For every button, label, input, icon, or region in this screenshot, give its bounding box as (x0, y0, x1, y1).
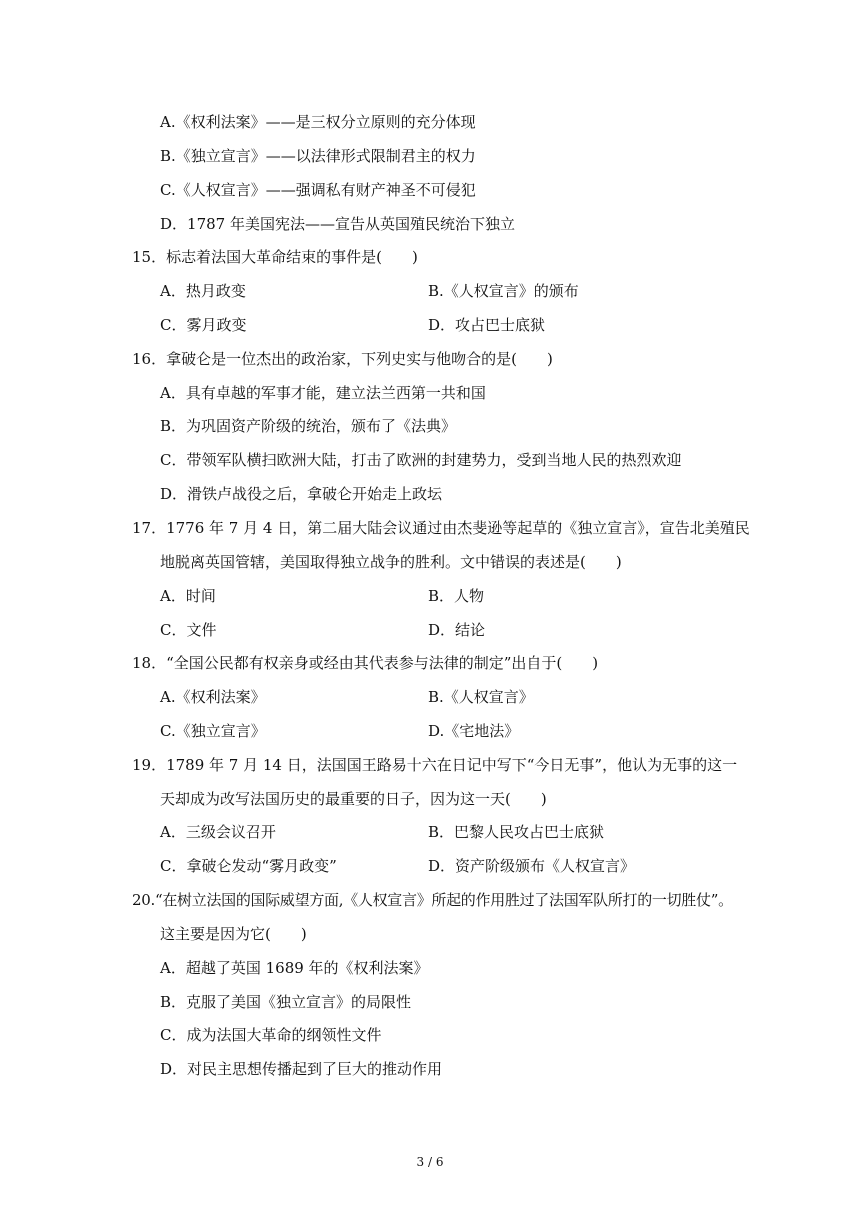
q17-option-b: B．人物 (428, 587, 485, 605)
q20-option-b: B．克服了美国《独立宣言》的局限性 (160, 993, 412, 1011)
q16-option-b: B．为巩固资产阶级的统治，颁布了《法典》 (160, 417, 457, 435)
q17-stem-line2: 地脱离英国管辖，美国取得独立战争的胜利。文中错误的表述是( ) (160, 553, 622, 571)
q17-stem-line1: 17．1776 年 7 月 4 日，第二届大陆会议通过由杰斐逊等起草的《独立宣言》，宣告北美殖民 (132, 519, 750, 537)
q19-stem-line1: 19．1789 年 7 月 14 日，法国国王路易十六在日记中写下“今日无事”，他认为无事的这一 (132, 756, 738, 774)
q16-stem: 16．拿破仑是一位杰出的政治家，下列史实与他吻合的是( ) (132, 350, 553, 368)
q17-option-c: C．文件 (160, 621, 217, 639)
q19-option-b: B．巴黎人民攻占巴士底狱 (428, 823, 605, 841)
q15-stem: 15．标志着法国大革命结束的事件是( ) (132, 248, 418, 266)
q16-option-a: A．具有卓越的军事才能，建立法兰西第一共和国 (160, 384, 486, 402)
page-number: 3 / 6 (416, 1155, 444, 1169)
q19-option-d: D．资产阶级颁布《人权宣言》 (428, 857, 636, 875)
q16-option-c: C．带领军队横扫欧洲大陆，打击了欧洲的封建势力，受到当地人民的热烈欢迎 (160, 451, 682, 469)
q14-option-d: D．1787 年美国宪法——宣告从英国殖民统治下独立 (160, 215, 515, 233)
q18-option-b: B.《人权宣言》 (428, 688, 534, 706)
q20-stem-line1: 20.“在树立法国的国际威望方面,《人权宣言》所起的作用胜过了法国军队所打的一切胜仗”。 (132, 891, 733, 909)
q18-option-d: D.《宅地法》 (428, 722, 520, 740)
q15-option-a: A．热月政变 (160, 282, 246, 300)
q19-option-c: C．拿破仑发动“雾月政变” (160, 857, 337, 875)
q20-stem-line2: 这主要是因为它( ) (160, 925, 307, 943)
q19-option-a: A．三级会议召开 (160, 823, 276, 841)
q19-stem-line2: 天却成为改写法国历史的最重要的日子，因为这一天( ) (160, 790, 547, 808)
q14-option-a: A.《权利法案》——是三权分立原则的充分体现 (160, 113, 476, 131)
q15-option-c: C．雾月政变 (160, 316, 247, 334)
q15-option-d: D．攻占巴士底狱 (428, 316, 546, 334)
q14-option-c: C.《人权宣言》——强调私有财产神圣不可侵犯 (160, 181, 476, 199)
q17-option-d: D．结论 (428, 621, 486, 639)
q18-option-a: A.《权利法案》 (160, 688, 266, 706)
q14-option-b: B.《独立宣言》——以法律形式限制君主的权力 (160, 147, 476, 165)
q20-option-c: C．成为法国大革命的纲领性文件 (160, 1026, 382, 1044)
q17-option-a: A．时间 (160, 587, 216, 605)
q18-option-c: C.《独立宣言》 (160, 722, 266, 740)
q20-option-a: A．超越了英国 1689 年的《权利法案》 (160, 959, 429, 977)
q15-option-b: B.《人权宣言》的颁布 (428, 282, 579, 300)
q18-stem: 18．“全国公民都有权亲身或经由其代表参与法律的制定”出自于( ) (132, 654, 599, 672)
q16-option-d: D．滑铁卢战役之后，拿破仑开始走上政坛 (160, 485, 443, 503)
q20-option-d: D．对民主思想传播起到了巨大的推动作用 (160, 1060, 443, 1078)
